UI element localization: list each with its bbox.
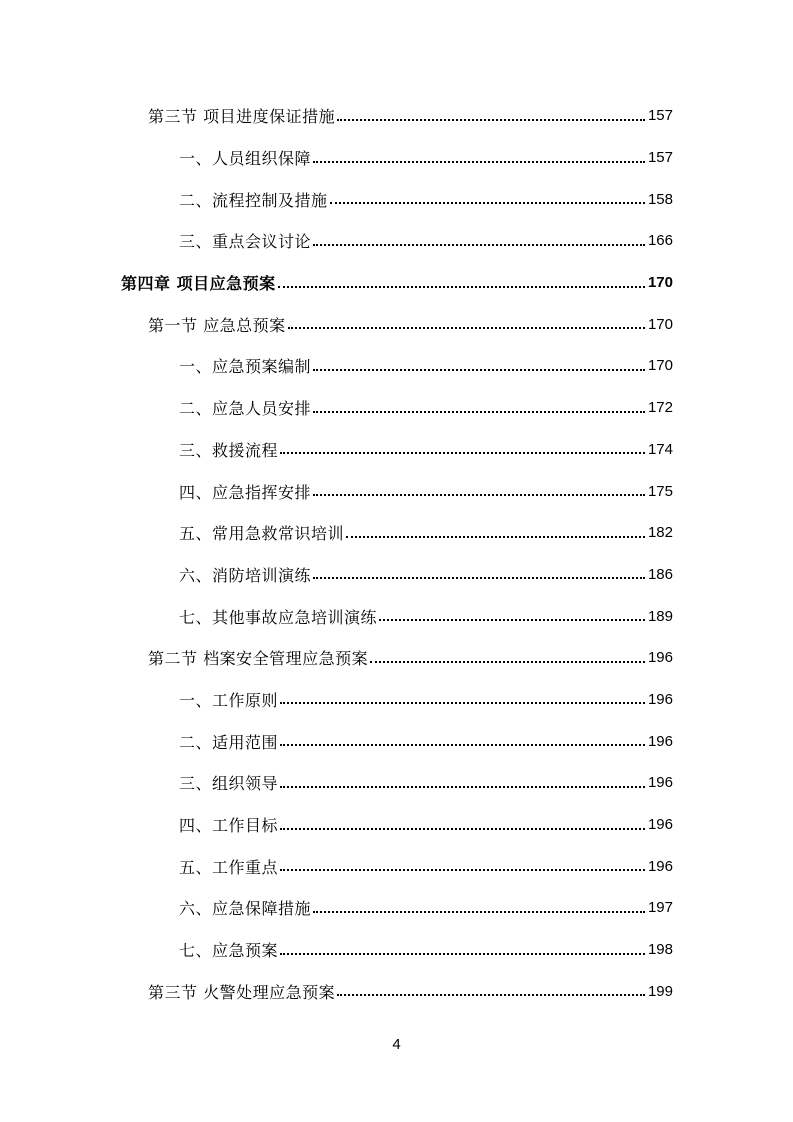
toc-entry-title: 三、救援流程 (179, 440, 279, 460)
toc-entry-item[interactable] (0, 220, 793, 262)
toc-entry-page: 197 (647, 899, 673, 917)
toc-entry-page: 186 (647, 565, 673, 583)
dot-leader (280, 953, 645, 955)
table-of-contents (0, 95, 793, 1012)
toc-entry-title: 六、消防培训演练 (179, 565, 312, 585)
dot-leader (313, 161, 645, 163)
dot-leader (280, 828, 645, 830)
dot-leader (346, 536, 645, 538)
dot-leader (337, 994, 645, 996)
toc-entry-item[interactable] (0, 887, 793, 929)
dot-leader (288, 327, 645, 329)
dot-leader (313, 369, 645, 371)
dot-leader (280, 786, 645, 788)
toc-entry-page: 170 (647, 315, 673, 333)
toc-entry-item[interactable] (0, 178, 793, 220)
toc-entry-page: 182 (647, 524, 673, 542)
toc-entry-section[interactable] (0, 637, 793, 679)
toc-entry-item[interactable] (0, 554, 793, 596)
toc-entry-title: 第三节 项目进度保证措施 (148, 107, 336, 127)
toc-entry-item[interactable] (0, 470, 793, 512)
dot-leader (280, 452, 645, 454)
dot-leader (280, 869, 645, 871)
toc-entry-item[interactable] (0, 387, 793, 429)
dot-leader (280, 744, 645, 746)
toc-entry-page: 199 (647, 982, 673, 1000)
toc-entry-item[interactable] (0, 137, 793, 179)
toc-entry-page: 198 (647, 941, 673, 959)
toc-entry-page: 166 (647, 232, 673, 250)
toc-entry-title: 第四章 项目应急预案 (121, 274, 276, 294)
toc-entry-section[interactable] (0, 970, 793, 1012)
toc-entry-page: 170 (647, 357, 673, 375)
toc-entry-title: 三、重点会议讨论 (179, 232, 312, 252)
toc-entry-title: 一、工作原则 (179, 690, 279, 710)
toc-entry-title: 第一节 应急总预案 (148, 315, 286, 335)
toc-entry-page: 157 (647, 107, 673, 125)
toc-entry-title: 六、应急保障措施 (179, 899, 312, 919)
toc-entry-title: 第三节 火警处理应急预案 (148, 982, 336, 1002)
toc-entry-title: 七、其他事故应急培训演练 (179, 607, 378, 627)
toc-entry-title: 五、常用急救常识培训 (179, 524, 345, 544)
dot-leader (313, 577, 645, 579)
dot-leader (330, 202, 645, 204)
toc-entry-item[interactable] (0, 762, 793, 804)
toc-entry-title: 七、应急预案 (179, 941, 279, 961)
toc-entry-section[interactable] (0, 95, 793, 137)
toc-entry-item[interactable] (0, 429, 793, 471)
toc-entry-page: 196 (647, 690, 673, 708)
dot-leader (313, 494, 645, 496)
toc-entry-page: 172 (647, 399, 673, 417)
toc-entry-title: 二、应急人员安排 (179, 399, 312, 419)
toc-entry-page: 196 (647, 857, 673, 875)
toc-entry-item[interactable] (0, 804, 793, 846)
dot-leader (370, 661, 645, 663)
toc-entry-title: 第二节 档案安全管理应急预案 (148, 649, 369, 669)
toc-entry-title: 三、组织领导 (179, 774, 279, 794)
toc-entry-page: 157 (647, 149, 673, 167)
toc-entry-item[interactable] (0, 929, 793, 971)
dot-leader (313, 244, 645, 246)
dot-leader (379, 619, 645, 621)
toc-entry-page: 175 (647, 482, 673, 500)
dot-leader (313, 411, 645, 413)
toc-entry-title: 一、人员组织保障 (179, 149, 312, 169)
toc-entry-title: 四、应急指挥安排 (179, 482, 312, 502)
toc-entry-item[interactable] (0, 845, 793, 887)
toc-entry-page: 174 (647, 440, 673, 458)
toc-entry-page: 196 (647, 732, 673, 750)
toc-entry-item[interactable] (0, 595, 793, 637)
dot-leader (337, 119, 645, 121)
toc-entry-item[interactable] (0, 345, 793, 387)
toc-entry-title: 五、工作重点 (179, 857, 279, 877)
toc-entry-item[interactable] (0, 720, 793, 762)
dot-leader (313, 911, 645, 913)
toc-entry-title: 一、应急预案编制 (179, 357, 312, 377)
toc-entry-page: 196 (647, 774, 673, 792)
toc-entry-title: 四、工作目标 (179, 816, 279, 836)
toc-entry-item[interactable] (0, 512, 793, 554)
toc-entry-item[interactable] (0, 679, 793, 721)
toc-entry-chapter[interactable] (0, 262, 793, 304)
toc-entry-page: 170 (647, 274, 673, 292)
toc-entry-title: 二、适用范围 (179, 732, 279, 752)
dot-leader (280, 702, 645, 704)
toc-entry-page: 158 (647, 190, 673, 208)
toc-entry-page: 196 (647, 649, 673, 667)
toc-entry-title: 二、流程控制及措施 (179, 190, 328, 210)
toc-entry-section[interactable] (0, 303, 793, 345)
toc-entry-page: 196 (647, 816, 673, 834)
toc-entry-page: 189 (647, 607, 673, 625)
dot-leader (278, 286, 645, 288)
page-number: 4 (392, 1036, 401, 1053)
